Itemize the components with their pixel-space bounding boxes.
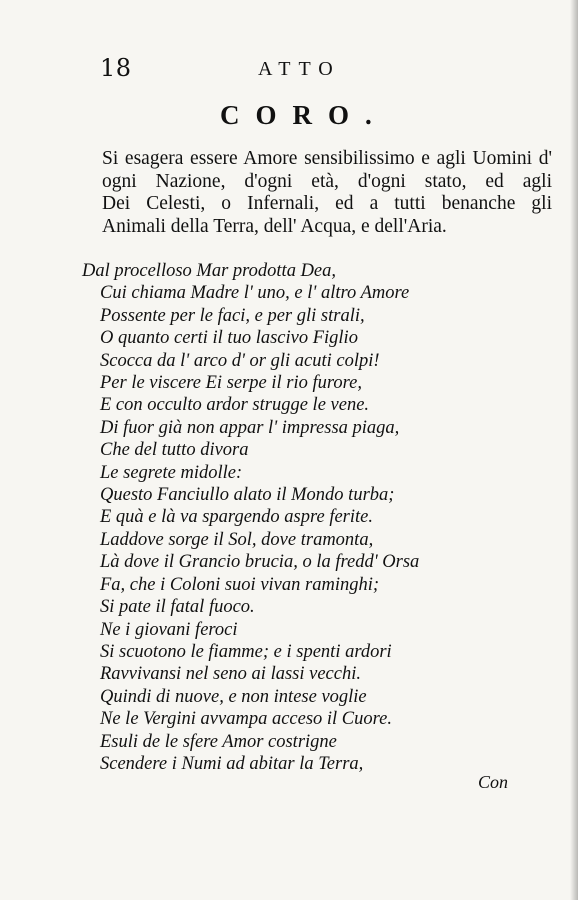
verse-line: Si scuotono le fiamme; e i spenti ardori	[100, 641, 392, 662]
verse-line: Cui chiama Madre l' uno, e l' altro Amore	[100, 283, 410, 304]
running-head: ATTO	[258, 58, 341, 80]
verse-line: Scocca da l' arco d' or gli acuti colpi!	[100, 350, 380, 371]
page-edge-shadow	[570, 0, 578, 900]
verse-line: Là dove il Grancio brucia, o la fredd' Orsa	[100, 552, 420, 573]
verse-line: Che del tutto divora	[100, 440, 249, 461]
verse-line: O quanto certi il tuo lascivo Figlio	[100, 328, 358, 349]
verse-line: Possente per le faci, e per gli strali,	[100, 305, 365, 326]
verse-line: Quindi di nuove, e non intese voglie	[100, 686, 367, 707]
verse-line: Di fuor già non appar l' impressa piaga,	[100, 417, 400, 438]
verse-line: Per le viscere Ei serpe il rio furore,	[100, 373, 363, 394]
verse-block	[82, 260, 542, 775]
argument-line: ogni Nazione, d'ogni età, d'ogni stato, ed agli	[102, 170, 552, 192]
verse-line: Le segrete midolle:	[100, 462, 243, 483]
page-number: 18	[100, 54, 132, 82]
argument-paragraph	[82, 148, 552, 238]
verse-line: Dal procelloso Mar prodotta Dea,	[82, 261, 337, 281]
verse-line: Scendere i Numi ad abitar la Terra,	[100, 753, 364, 774]
verse-line: Questo Fanciullo alato il Mondo turba;	[100, 485, 395, 506]
verse-line: Ne i giovani feroci	[100, 619, 238, 640]
argument-line: Si esagera essere Amore sensibilissimo e agli Uomini d'	[102, 148, 552, 169]
verse-line: Esuli de le sfere Amor costrigne	[100, 731, 337, 752]
verse-line: E con occulto ardor strugge le vene.	[100, 395, 370, 416]
verse-line: Laddove sorge il Sol, dove tramonta,	[100, 529, 374, 550]
verse-line: Fa, che i Coloni suoi vivan raminghi;	[100, 574, 380, 595]
verse-line: E quà e là va spargendo aspre ferite.	[100, 507, 374, 528]
argument-line: Dei Celesti, o Infernali, ed a tutti benanche gli	[102, 193, 552, 214]
argument-line: Animali della Terra, dell' Acqua, e dell'Aria.	[102, 215, 447, 237]
verse-line: Si pate il fatal fuoco.	[100, 597, 255, 618]
verse-line: Ne le Vergini avvampa acceso il Cuore.	[100, 709, 392, 730]
section-title: CORO.	[220, 100, 388, 130]
catchword: Con	[478, 772, 509, 792]
verse-line: Ravvivansi nel seno ai lassi vecchi.	[100, 664, 361, 685]
